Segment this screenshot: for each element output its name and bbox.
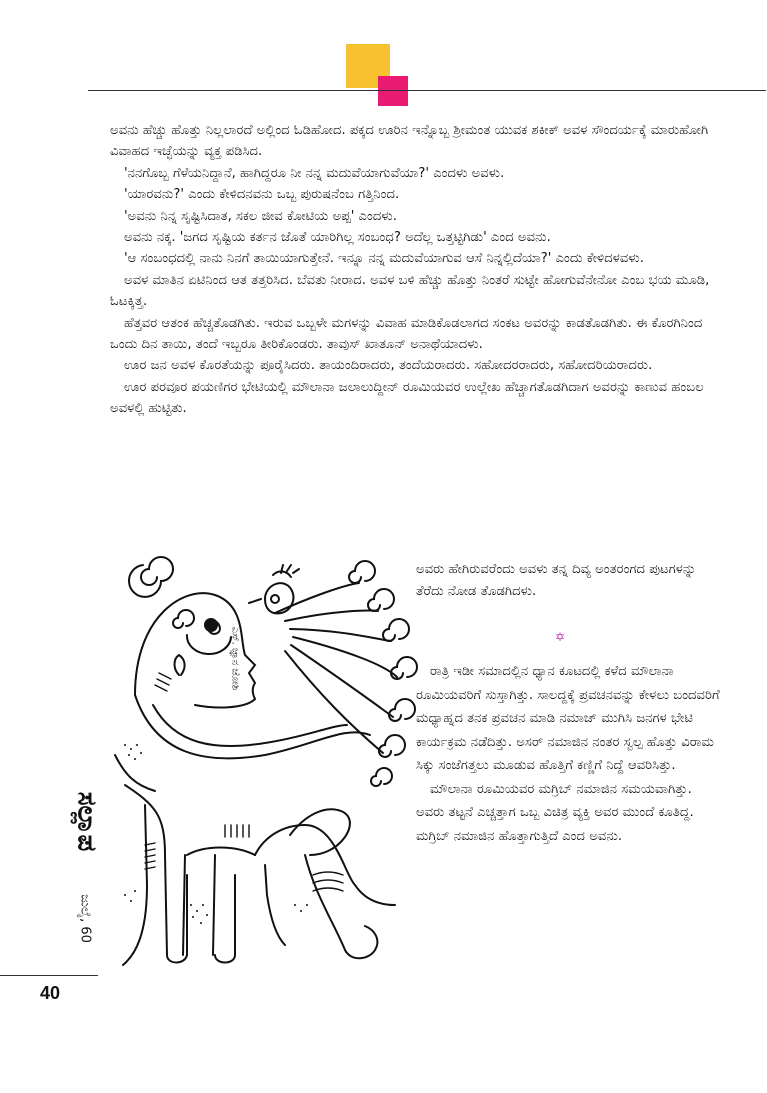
header-rule [88,90,766,91]
paragraph: ಊರ ಜನ ಅವಳ ಕೊರತೆಯನ್ನು ಪೂರೈಸಿದರು. ತಾಯಂದಿರಾದರು, ತಂದೆಯರಾದರು. ಸಹೋದರರಾದರು, ಸಹೋದರಿಯರಾದರು. [124,358,653,374]
paragraph: ರಾತ್ರಿ ಇಡೀ ಸಮಾದಲ್ಲಿನ ಧ್ಯಾನ ಕೂಟದಲ್ಲಿ ಕಳೆದ ಮೌಲಾನಾ ರೂಮಿಯವರಿಗೆ ಸುಸ್ತಾಗಿತ್ತು. ಸಾಲದ್ದಕ್ಕೆ ಪ್ರವಚನವನ್ನು ಕೇಳಲು ಬಂದವರಿಗೆ ಮಧ್ಯಾಹ್ನದ ತನಕ ಪ್ರವಚನ ಮಾಡಿ ನಮಾಜ್ ಮುಗಿಸಿ ಜನಗಳ ಭೇಟಿ ಕಾರ್ಯಕ್ರಮ ನಡೆದಿತ್ತು. ಅಸರ್ ನಮಾಜಿನ ನಂತರ ಸ್ವಲ್ಪ ಹೊತ್ತು ವಿರಾಮ ಸಿಕ್ಕು ಸಂಜೆಗತ್ತಲು ಮೂಡುವ ಹೊತ್ತಿಗೆ ಕಣ್ಣಿಗೆ ನಿದ್ದೆ ಆವರಿಸಿತ್ತು. [416,664,720,773]
paragraph: ಅವಳ ಮಾತಿನ ಏಟಿನಿಂದ ಆತ ತತ್ತರಿಸಿದ. ಬೆವತು ನೀರಾದ. ಅವಳ ಬಳಿ ಹೆಚ್ಚು ಹೊತ್ತು ನಿಂತರೆ ಸುಟ್ಟೇ ಹೋಗುವೆನೇನೋ ಎಂಬ ಭಯ ಮೂಡಿ, ಓಟಕ್ಕಿತ್ತ. [110,272,710,310]
paragraph: ಅವರು ಹೇಗಿರುವರೆಂದು ಅವಳು ತನ್ನ ದಿವ್ಯ ಅಂತರಂಗದ ಪುಟಗಳನ್ನು ತೆರೆದು ನೋಡ ತೊಡಗಿದಳು. [416,562,697,599]
right-column-intro [416,559,722,603]
paragraph: 'ಅವನು ನಿನ್ನ ಸೃಷ್ಟಿಸಿದಾತ, ಸಕಲ ಜೀವ ಕೋಟಿಯ ಅಪ್ಪ' ಎಂದಳು. [124,208,397,224]
paragraph: ಅವನು ನಕ್ಕ. 'ಜಗದ ಸೃಷ್ಟಿಯ ಕರ್ತನ ಜೊತೆ ಯಾರಿಗಿಲ್ಲ ಸಂಬಂಧ? ಅದೆಲ್ಲ ಒತ್ತಟ್ಟಿಗಿಡು' ಎಂದ ಅವನು. [124,230,551,246]
body-text-top [110,120,722,420]
paragraph: ಮೌಲಾನಾ ರೂಮಿಯವರ ಮಗ್ರಿಬ್ ನಮಾಜಿನ ಸಮಯವಾಗಿತ್ತು. ಅವರು ತಟ್ಟನೆ ಎಚ್ಚತ್ತಾಗ ಒಬ್ಬ ವಿಚಿತ್ರ ವ್ಯಕ್ತಿ ಅವರ ಮುಂದೆ ಕೂತಿದ್ದ. ಮಗ್ರಿಬ್ ನಮಾಜಿನ ಹೊತ್ತಾಗುತ್ತಿದೆ ಎಂದ ಅವನು. [416,781,694,844]
paragraph: 'ಯಾರವನು?' ಎಂದು ಕೇಳಿದನವನು ಒಬ್ಬ ಪುರುಷನೆಂಬ ಗತ್ತಿನಿಂದ. [124,187,400,203]
paragraph: ಅವನು ಹೆಚ್ಚು ಹೊತ್ತು ನಿಲ್ಲಲಾರದೆ ಅಲ್ಲಿಂದ ಓಡಿಹೋದ. ಪಕ್ಕದ ಊರಿನ ಇನ್ನೊಬ್ಬ ಶ್ರೀಮಂತ ಯುವಕ ಶಕೀಕ್ ಅವಳ ಸೌಂದರ್ಯಕ್ಕೆ ಮಾರುಹೋಗಿ ವಿವಾಹದ ಇಚ್ಛೆಯನ್ನು ವ್ಯಕ್ತ ಪಡಿಸಿದ. [110,123,709,160]
magazine-title: ಸಲ್ಲಾಪ [71,791,102,852]
page-number: 40 [40,983,61,1003]
section-break-star-icon: ✡ [555,630,566,644]
paragraph: ಹೆತ್ತವರ ಆತಂಕ ಹೆಚ್ಚತೊಡಗಿತು. ಇರುವ ಒಬ್ಬಳೇ ಮಗಳನ್ನು ವಿವಾಹ ಮಾಡಿಕೊಡಲಾಗದ ಸಂಕಟ ಅವರನ್ನು ಕಾಡತೊಡಗಿತು. ಈ ಕೊರಗಿನಿಂದ ಒಂದು ದಿನ ತಾಯಿ, ತಂದೆ ಇಬ್ಬರೂ ತೀರಿಕೊಂಡರು. ತಾವುಸ್ ಖಾತೂನ್ ಅನಾಥೆಯಾದಳು. [110,315,703,353]
line-art-illustration [95,555,425,975]
paragraph: ಊರ ಪರವೂರ ಪಯಣಿಗರ ಭೇಟಿಯಲ್ಲಿ ಮೌಲಾನಾ ಜಲಾಲುದ್ದೀನ್ ರೂಮಿಯವರ ಉಲ್ಲೇಖ ಹೆಚ್ಚಾಗತೊಡಗಿದಾಗ ಅವರನ್ನು ಕಾಣುವ ಹಂಬಲ ಅವಳಲ್ಲಿ ಹುಟ್ಟಿತು. [110,379,704,417]
paragraph: 'ಆ ಸಂಬಂಧದಲ್ಲಿ ನಾನು ನಿನಗೆ ತಾಯಿಯಾಗುತ್ತೇನೆ. ಇನ್ನೂ ನನ್ನ ಮದುವೆಯಾಗುವ ಆಸೆ ನಿನ್ನಲ್ಲಿದೆಯಾ?' ಎಂದು ಕೇಳಿದಳವಳು. [124,251,644,267]
paragraph: 'ನನಗೊಬ್ಬ ಗೆಳೆಯನಿದ್ದಾನೆ, ಹಾಗಿದ್ದರೂ ನೀ ನನ್ನ ಮದುವೆಯಾಗುವೆಯಾ?' ಎಂದಳು ಅವಳು. [124,165,505,181]
accent-square-pink [378,76,408,106]
illustration-credit: ಎಸ್. ಜ್ಞಾನ ಜೋಶಿ [229,626,241,691]
issue-label: ಜುಲೈ, 60 [77,894,93,943]
right-column-text [416,660,722,848]
footer-rule [0,975,98,976]
